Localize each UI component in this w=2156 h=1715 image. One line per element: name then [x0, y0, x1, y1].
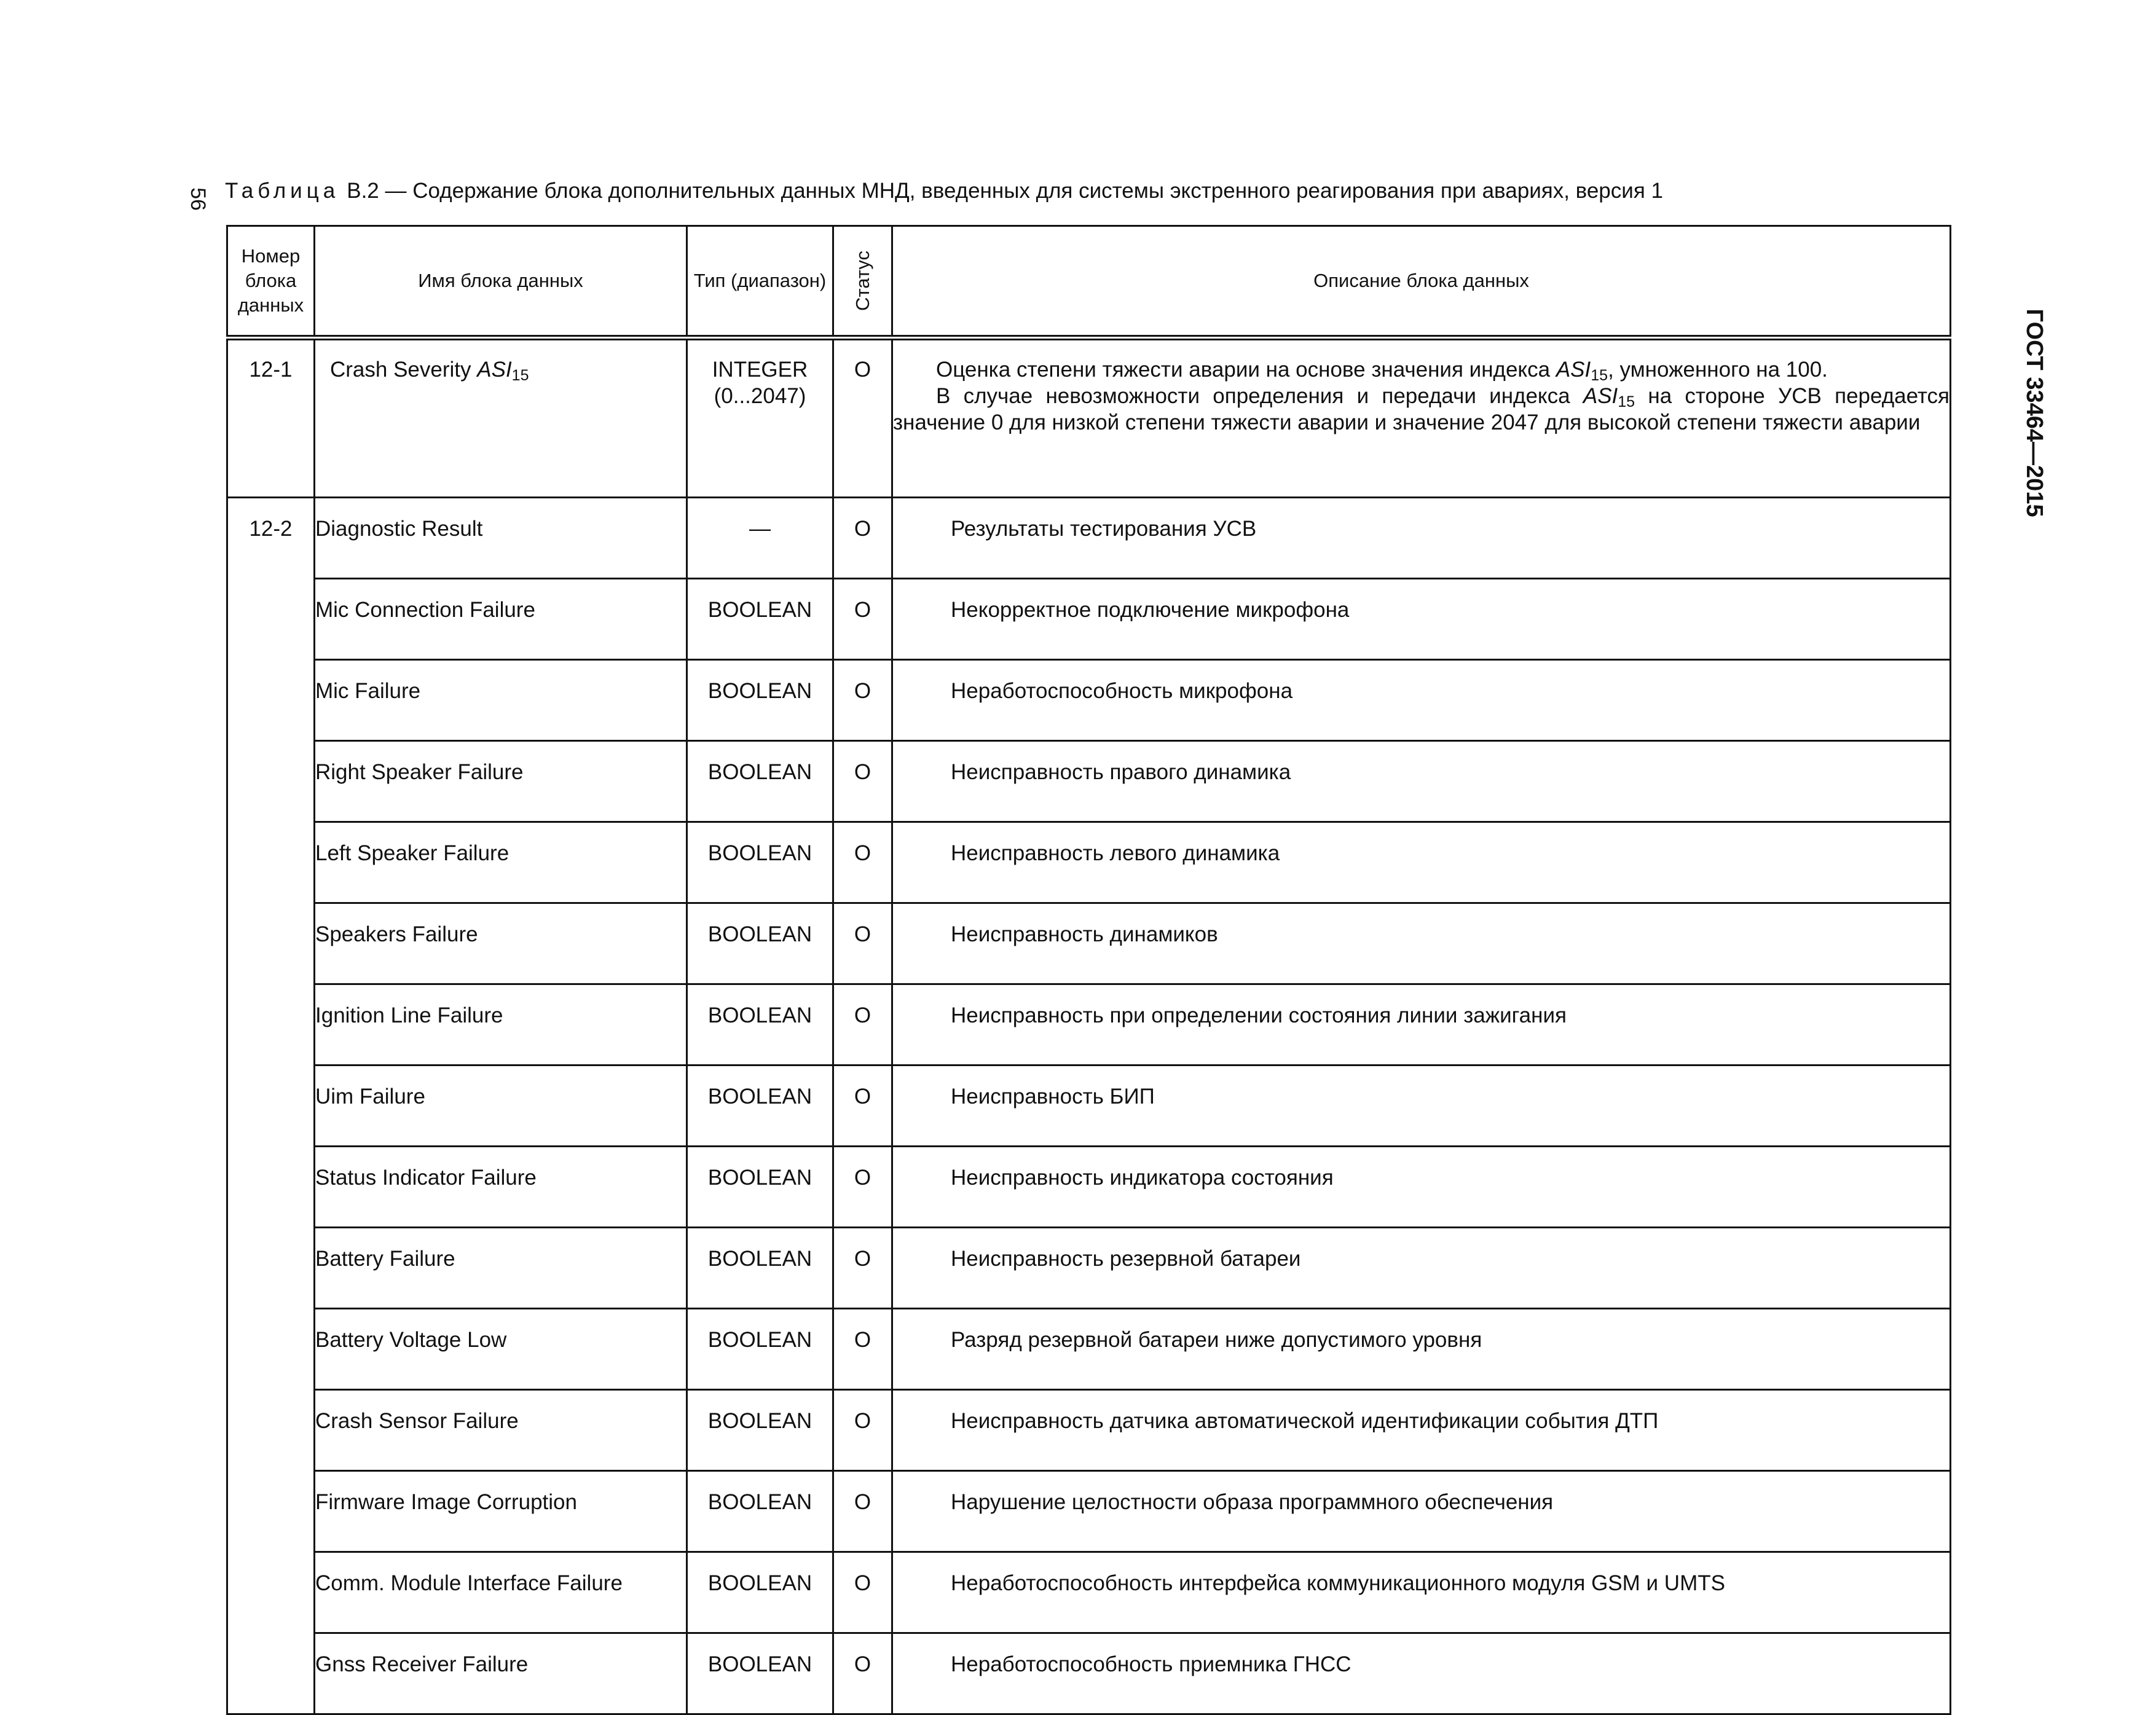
field-description: Неисправность датчика автоматической идентификации события ДТП — [892, 1390, 1951, 1471]
field-name: Comm. Module Interface Failure — [315, 1552, 687, 1633]
asi-subscript: 15 — [1591, 367, 1608, 384]
field-description: Некорректное подключение микрофона — [892, 579, 1951, 660]
field-name: Status Indicator Failure — [315, 1147, 687, 1228]
caption-label: Таблица — [225, 179, 340, 203]
field-description: Неисправность динамиков — [892, 903, 1951, 984]
field-description: Разряд резервной батареи ниже допустимого уровня — [892, 1309, 1951, 1390]
field-name: Left Speaker Failure — [315, 822, 687, 903]
field-type: BOOLEAN — [687, 660, 833, 741]
description-paragraph-2 — [893, 383, 1949, 436]
field-description: Неработоспособность микрофона — [892, 660, 1951, 741]
field-type: BOOLEAN — [687, 1228, 833, 1309]
asi-subscript: 15 — [511, 367, 529, 384]
field-type: BOOLEAN — [687, 741, 833, 822]
field-name: Gnss Receiver Failure — [315, 1633, 687, 1714]
desc-text: В случае невозможности определения и передачи индекса — [936, 384, 1583, 408]
table-header-row — [227, 226, 1951, 338]
block-name — [315, 338, 687, 498]
field-status: O — [833, 903, 892, 984]
field-type: BOOLEAN — [687, 1147, 833, 1228]
table-row — [227, 1390, 1951, 1471]
field-description: Неисправность БИП — [892, 1065, 1951, 1147]
field-status: O — [833, 498, 892, 579]
field-name: Battery Voltage Low — [315, 1309, 687, 1390]
field-name: Mic Failure — [315, 660, 687, 741]
header-description: Описание блока данных — [892, 226, 1951, 338]
field-status: O — [833, 1147, 892, 1228]
description-paragraph-1 — [893, 356, 1949, 383]
field-name: Crash Sensor Failure — [315, 1390, 687, 1471]
block-status: O — [833, 338, 892, 498]
table-row — [227, 1552, 1951, 1633]
field-name: Speakers Failure — [315, 903, 687, 984]
field-name: Right Speaker Failure — [315, 741, 687, 822]
field-status: O — [833, 741, 892, 822]
field-description: Неработоспособность интерфейса коммуникационного модуля GSM и UMTS — [892, 1552, 1951, 1633]
block-type — [687, 338, 833, 498]
field-status: O — [833, 1633, 892, 1714]
field-type: BOOLEAN — [687, 1552, 833, 1633]
field-name: Uim Failure — [315, 1065, 687, 1147]
document-id: ГОСТ 33464—2015 — [2021, 308, 2047, 517]
field-description: Неработоспособность приемника ГНСС — [892, 1633, 1951, 1714]
field-type: BOOLEAN — [687, 579, 833, 660]
data-block-table — [226, 225, 1951, 1715]
page-number: 56 — [186, 187, 210, 211]
field-type: BOOLEAN — [687, 984, 833, 1065]
table-row — [227, 741, 1951, 822]
field-description: Неисправность при определении состояния линии зажигания — [892, 984, 1951, 1065]
field-status: O — [833, 822, 892, 903]
header-number: Номер блока данных — [227, 226, 315, 338]
type-range: (0...2047) — [714, 384, 806, 408]
table-row — [227, 903, 1951, 984]
table-row — [227, 1228, 1951, 1309]
block-name-prefix: Crash Severity — [330, 358, 478, 382]
field-status: O — [833, 1228, 892, 1309]
table-row — [227, 498, 1951, 579]
field-name: Diagnostic Result — [315, 498, 687, 579]
asi-symbol: ASI — [1556, 358, 1591, 382]
table-row — [227, 1633, 1951, 1714]
table-row — [227, 984, 1951, 1065]
field-name: Ignition Line Failure — [315, 984, 687, 1065]
field-type: BOOLEAN — [687, 903, 833, 984]
field-status: O — [833, 1552, 892, 1633]
table-row — [227, 579, 1951, 660]
field-type: BOOLEAN — [687, 1633, 833, 1714]
field-name: Mic Connection Failure — [315, 579, 687, 660]
type-name: INTEGER — [712, 358, 808, 382]
desc-text: , умноженного на 100. — [1608, 358, 1828, 382]
asi-subscript: 15 — [1618, 393, 1635, 410]
desc-text: на стороне УСВ передается значение 0 для низкой степени тяжести аварии и значение 2047 для высокой степени тяжести аварии — [893, 384, 1950, 434]
header-type: Тип (диапазон) — [687, 226, 833, 338]
field-description: Результаты тестирования УСВ — [892, 498, 1951, 579]
table-row — [227, 338, 1951, 498]
field-description: Неисправность резервной батареи — [892, 1228, 1951, 1309]
field-status: O — [833, 1309, 892, 1390]
field-type: BOOLEAN — [687, 1471, 833, 1552]
field-type: BOOLEAN — [687, 822, 833, 903]
field-type: BOOLEAN — [687, 1309, 833, 1390]
table-row — [227, 1065, 1951, 1147]
field-name: Battery Failure — [315, 1228, 687, 1309]
table-row — [227, 1471, 1951, 1552]
table-row — [227, 822, 1951, 903]
field-type: BOOLEAN — [687, 1390, 833, 1471]
block-number: 12-2 — [227, 498, 315, 1714]
table-row — [227, 660, 1951, 741]
header-status-label: Статус — [851, 251, 873, 311]
field-status: O — [833, 660, 892, 741]
asi-symbol: ASI — [1583, 384, 1618, 408]
asi-symbol: ASI — [477, 358, 512, 382]
table-row — [227, 1147, 1951, 1228]
table-row — [227, 1309, 1951, 1390]
field-description: Нарушение целостности образа программного обеспечения — [892, 1471, 1951, 1552]
field-type: BOOLEAN — [687, 1065, 833, 1147]
field-description: Неисправность правого динамика — [892, 741, 1951, 822]
field-status: O — [833, 984, 892, 1065]
field-status: O — [833, 1390, 892, 1471]
field-type: — — [687, 498, 833, 579]
field-description: Неисправность индикатора состояния — [892, 1147, 1951, 1228]
field-name: Firmware Image Corruption — [315, 1471, 687, 1552]
block-description — [892, 338, 1951, 498]
field-status: O — [833, 1065, 892, 1147]
field-status: O — [833, 579, 892, 660]
field-description: Неисправность левого динамика — [892, 822, 1951, 903]
table-caption — [225, 177, 1977, 205]
header-status — [833, 226, 892, 338]
desc-text: Оценка степени тяжести аварии на основе значения индекса — [936, 358, 1556, 382]
caption-text: В.2 — Содержание блока дополнительных данных МНД, введенных для системы экстренного реагирования при авариях, версия 1 — [347, 179, 1663, 203]
header-name: Имя блока данных — [315, 226, 687, 338]
field-status: O — [833, 1471, 892, 1552]
block-number: 12-1 — [227, 338, 315, 498]
